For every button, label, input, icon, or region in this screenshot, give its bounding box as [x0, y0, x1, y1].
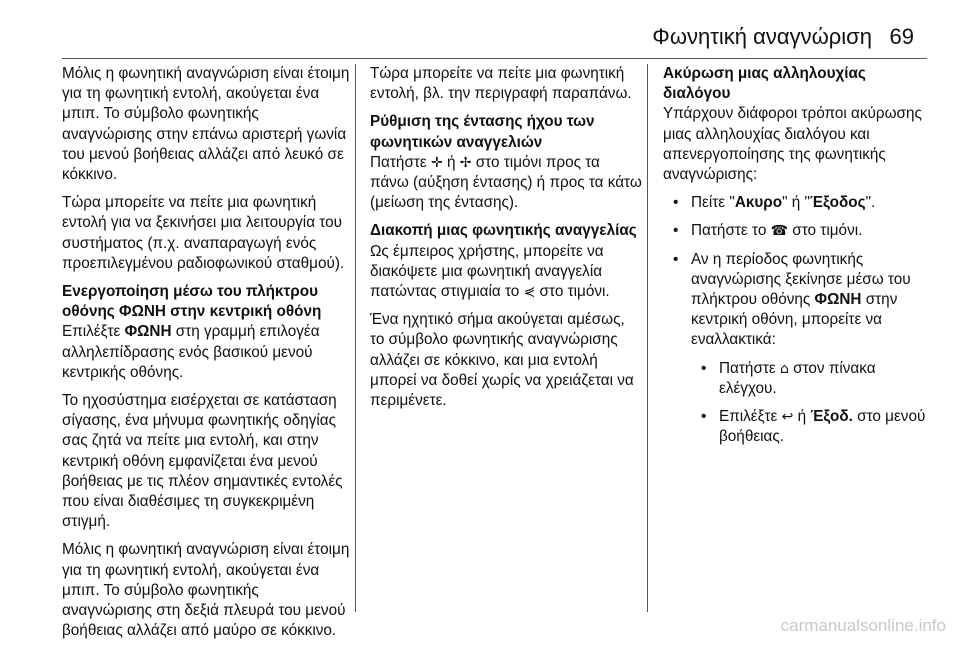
- paragraph: Υπάρχουν διάφοροι τρόποι ακύρωσης μιας αλληλουχίας διαλόγου και απενεργοποίησης της φωνητικής αναγνώρισης:: [663, 105, 922, 184]
- page-number: 69: [889, 24, 914, 49]
- sub-bullet-list: [691, 359, 933, 448]
- page-header: [0, 0, 960, 62]
- volume-up-icon: ✛: [431, 154, 443, 171]
- list-item: • Πείτε "Ακυρο" ή "Έξοδος".: [663, 193, 933, 213]
- section-heading: Ρύθμιση της έντασης ήχου των φωνητικών αναγγελιών: [370, 113, 595, 151]
- voice-key-label: ΦΩΝΗ: [124, 323, 172, 341]
- column-right: [663, 64, 933, 455]
- paragraph: Επιλέξτε ΦΩΝΗ στη γραμμή επιλογέα αλληλεπίδρασης ενός βασικού μενού κεντρικής οθόνης.: [62, 323, 320, 381]
- section-heading: Διακοπή μιας φωνητικής αναγγελίας: [370, 222, 637, 240]
- paragraph: Μόλις η φωνητική αναγνώριση είναι έτοιμη για τη φωνητική εντολή, ακούγεται ένα μπιπ. Το σύμβολο φωνητικής αναγνώρισης στην επάνω αριστερή γωνία του μενού βοήθειας αλλάζει από λευκό σε κόκκινο.: [62, 65, 350, 184]
- bullet-list: [663, 193, 933, 447]
- header-rule: [62, 58, 927, 59]
- list-item: • Επιλέξτε ↩ ή Έξοδ. στο μενού βοήθειας.: [691, 407, 933, 447]
- paragraph: Ένα ηχητικό σήμα ακούγεται αμέσως, το σύμβολο φωνητικής αναγνώρισης αλλάζει σε κόκκινο, και μια εντολή μπορεί να δοθεί χωρίς να χρειάζεται να περιμένετε.: [370, 311, 634, 410]
- column-middle: [370, 64, 642, 419]
- paragraph: Πατήστε ✛ ή ✢ στο τιμόνι προς τα πάνω (αύξηση έντασης) ή προς τα κάτω (μείωση της έντασης).: [370, 153, 642, 212]
- hang-up-icon: ☎: [770, 223, 789, 240]
- section-heading: Ενεργοποίηση μέσω του πλήκτρου οθόνης ΦΩΝΗ στην κεντρική οθόνη: [62, 283, 322, 321]
- voice-command-icon: ⋞: [523, 284, 536, 301]
- list-item: • Πατήστε ⌂ στον πίνακα ελέγχου.: [691, 359, 933, 399]
- volume-down-icon: ✢: [459, 154, 472, 171]
- paragraph: Το ηχοσύστημα εισέρχεται σε κατάσταση σίγασης, ένα μήνυμα φωνητικής οδηγίας σας ζητά να πείτε μια εντολή, και στην κεντρική οθόνη εμφανίζεται ένα μενού βοήθειας με τις πλέον σημαντικές εντολές που είναι διαθέσιμες τη συγκεκριμένη στιγμή.: [62, 392, 343, 531]
- column-divider: [355, 64, 356, 612]
- paragraph: Ως έμπειρος χρήστης, μπορείτε να διακόψετε μια φωνητική αναγγελία πατώντας στιγμιαία το ⋞ στο τιμόνι.: [370, 242, 642, 303]
- back-icon: ↩: [781, 409, 794, 426]
- column-left: [62, 64, 350, 649]
- page-title: Φωνητική αναγνώριση: [652, 24, 872, 49]
- paragraph: Μόλις η φωνητική αναγνώριση είναι έτοιμη για τη φωνητική εντολή, ακούγεται ένα μπιπ. Το σύμβολο φωνητικής αναγνώρισης στη δεξιά πλευρά του μενού βοήθειας αλλάζει από μαύρο σε κόκκινο.: [62, 541, 350, 640]
- paragraph: Τώρα μπορείτε να πείτε μια φωνητική εντολή, βλ. την περιγραφή παραπάνω.: [370, 65, 632, 103]
- home-icon: ⌂: [780, 360, 789, 377]
- section-heading: Ακύρωση μιας αλληλουχίας διαλόγου: [663, 65, 866, 103]
- watermark: carmanualsonline.info: [780, 616, 946, 635]
- list-item: • Αν η περίοδος φωνητικής αναγνώρισης ξεκίνησε μέσω του πλήκτρου οθόνης ΦΩΝΗ στην κεντρική οθόνη, μπορείτε να εναλλακτικά: • Πατήστε ⌂ στον πίνακα ελέγχου. • Επιλέξτε ↩ ή Έξοδ. στο μενού βοήθειας.: [663, 250, 933, 448]
- paragraph: Τώρα μπορείτε να πείτε μια φωνητική εντολή για να ξεκινήσει μια λειτουργία του συστήματος (π.χ. αναπαραγωγή ενός προεπιλεγμένου ραδιοφωνικού σταθμού).: [62, 194, 345, 272]
- list-item: • Πατήστε το ☎ στο τιμόνι.: [663, 221, 933, 241]
- column-divider: [647, 64, 648, 612]
